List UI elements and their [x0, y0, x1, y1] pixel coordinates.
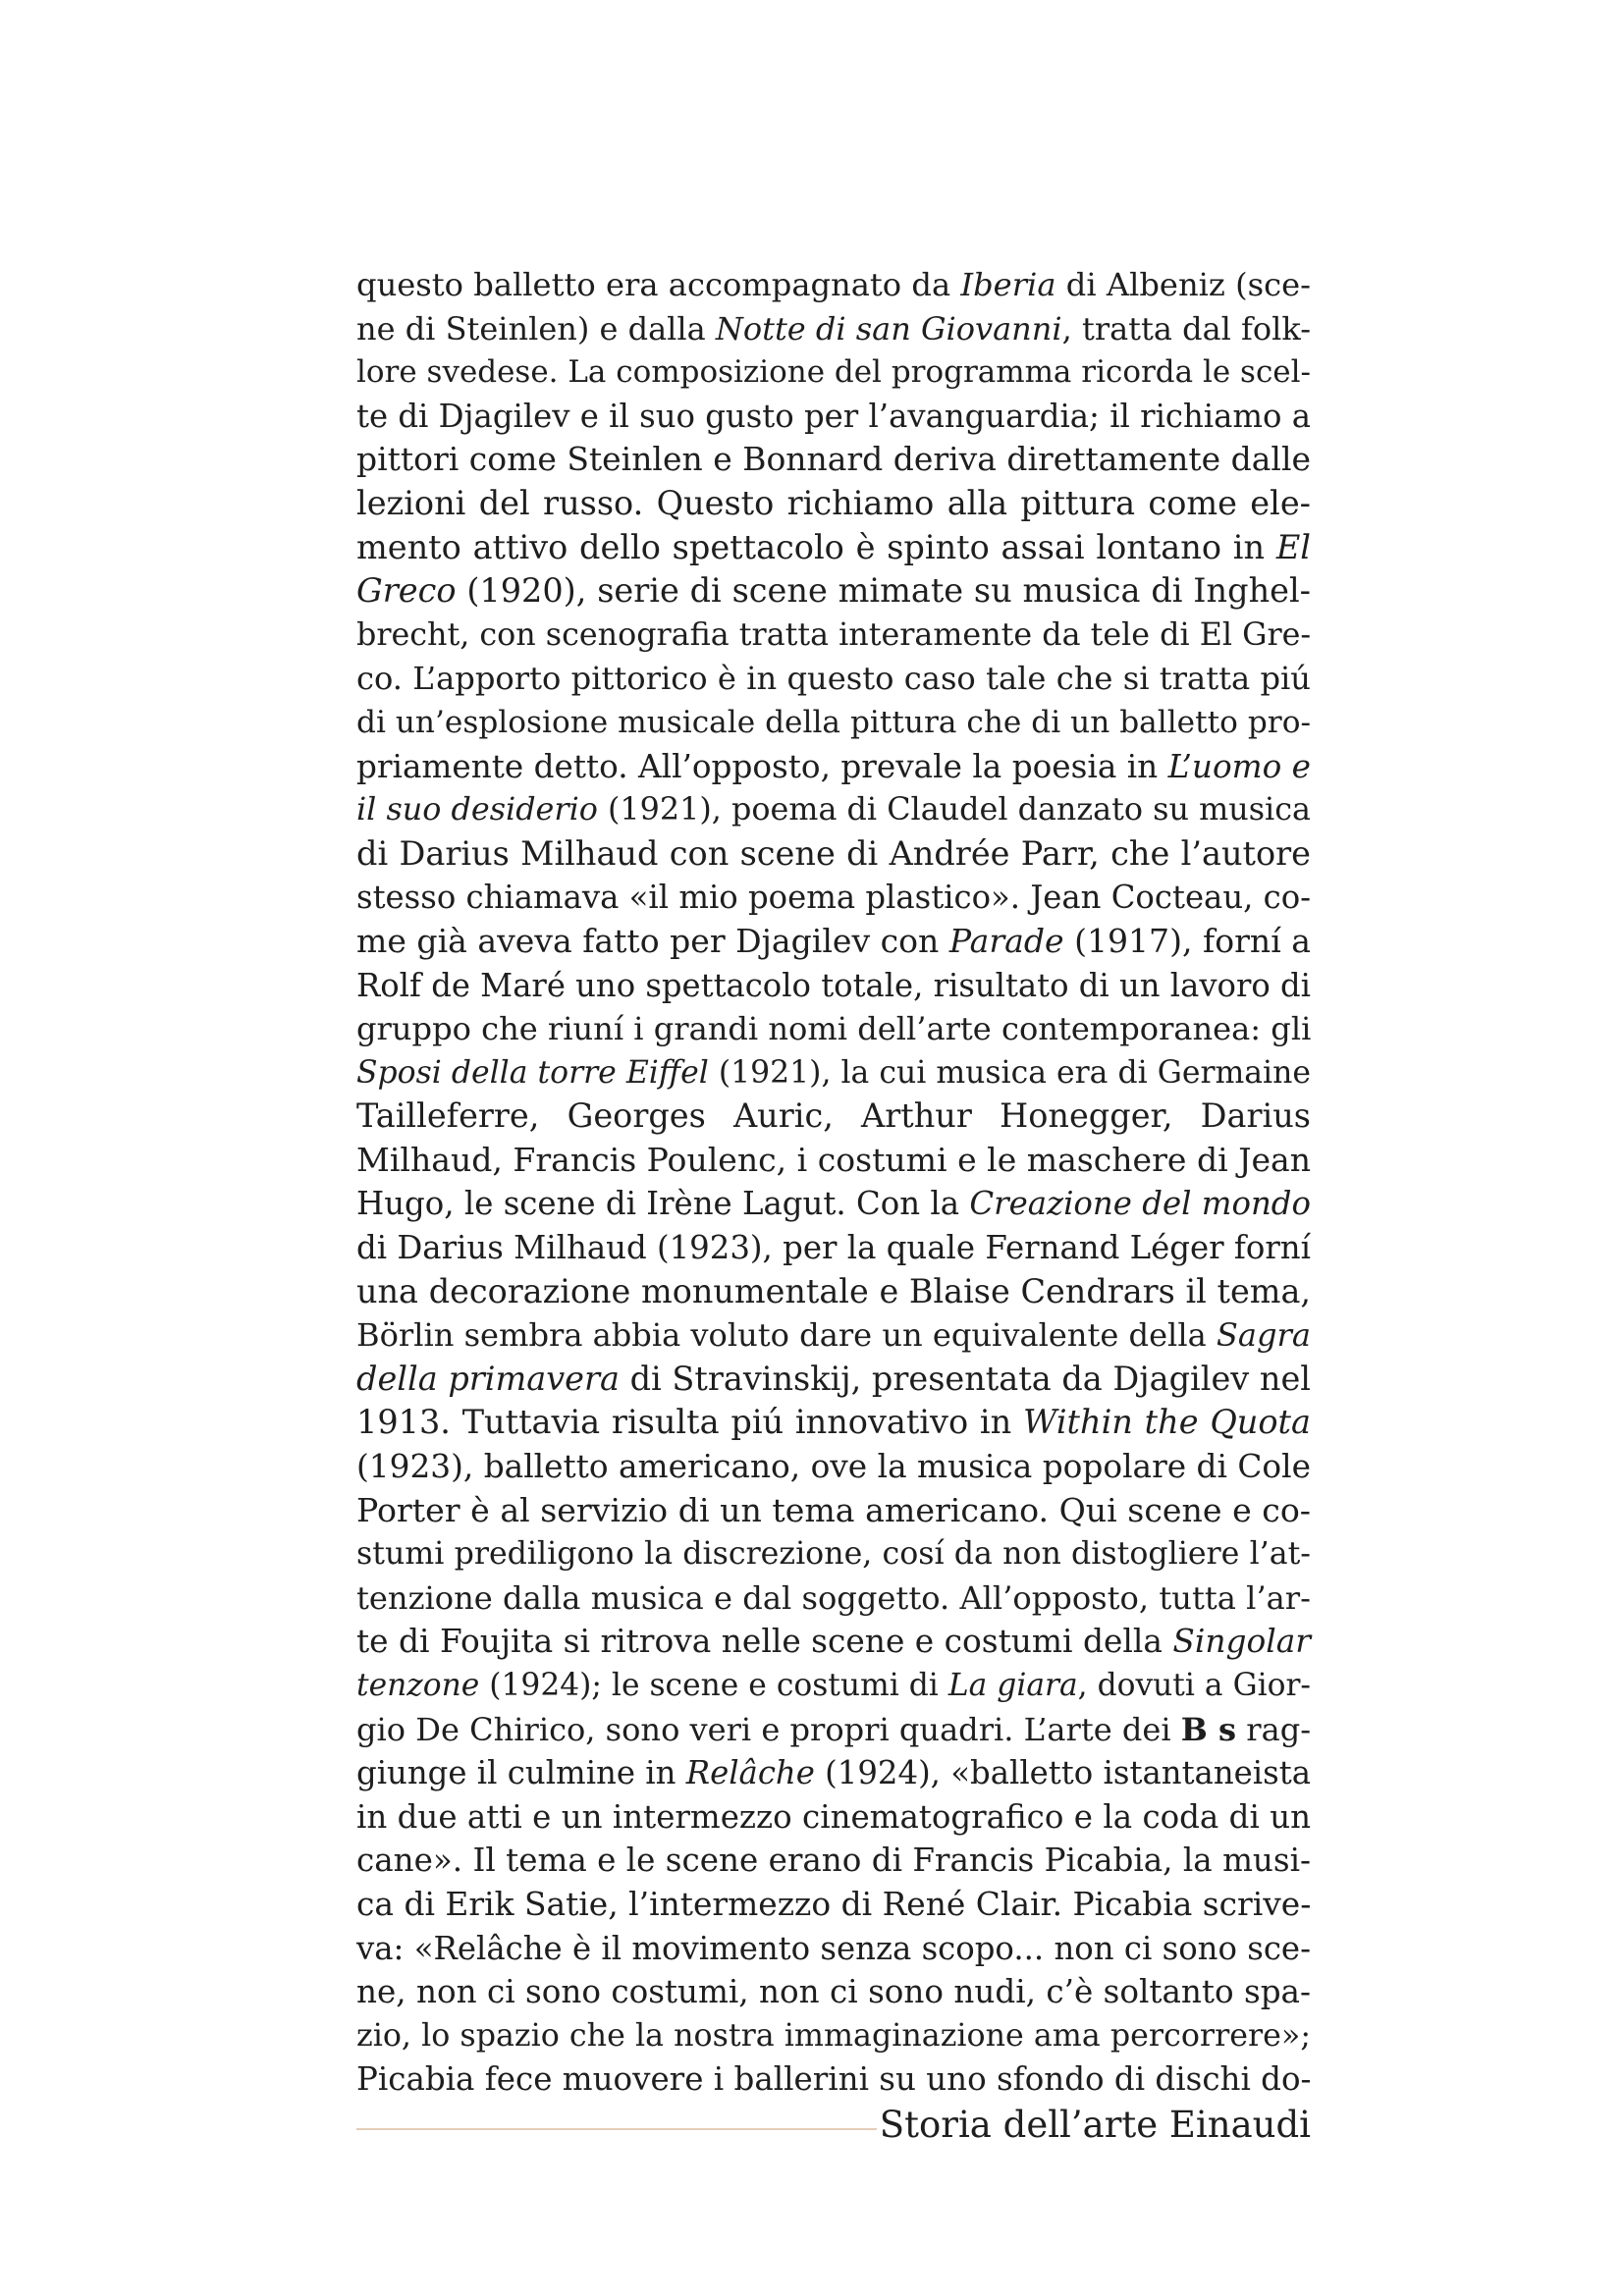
text-run: lezioni del russo. Questo richiamo alla pittura come ele-	[356, 483, 1311, 522]
text-line	[356, 395, 1311, 439]
text-line	[356, 1708, 1311, 1752]
text-run: cane». Il tema e le scene erano di Francis Picabia, la musi-	[356, 1842, 1311, 1880]
italic-title: Iberia	[960, 266, 1056, 303]
text-line	[356, 1051, 1311, 1095]
text-run: Picabia fece muovere i ballerini su uno sfondo di dischi do-	[356, 2060, 1312, 2099]
text-run: , dovuti a Gior-	[1077, 1668, 1311, 1703]
text-run: zio, lo spazio che la nostra immaginazione ama percorrere»;	[356, 2017, 1311, 2054]
text-run: lore svedese. La composizione del programma ricorda le scel-	[356, 354, 1311, 391]
text-line	[356, 1795, 1311, 1840]
text-line	[356, 1358, 1311, 1402]
text-line	[356, 701, 1311, 745]
text-run: di Darius Milhaud (1923), per la quale Fernand Léger forní	[356, 1229, 1311, 1267]
text-run: me già aveva fatto per Djagilev con	[356, 921, 949, 960]
text-line	[356, 482, 1311, 526]
text-line	[356, 263, 1311, 307]
text-line	[356, 1095, 1311, 1139]
italic-title: Relâche	[685, 1754, 815, 1792]
italic-title: Sposi della torre Eiffel	[356, 1054, 709, 1091]
text-run: gruppo che riuní i grandi nomi dell’arte contemporanea: gli	[356, 1010, 1312, 1048]
text-run: giunge il culmine in	[356, 1754, 686, 1792]
text-line	[356, 1839, 1311, 1883]
text-run: in due atti e un intermezzo cinematografico e la coda di un	[356, 1797, 1311, 1836]
text-run: una decorazione monumentale e Blaise Cendrars il tema,	[356, 1271, 1311, 1310]
italic-title: L’uomo e	[1167, 747, 1312, 785]
text-run: tenzione dalla musica e dal soggetto. All’opposto, tutta l’ar-	[356, 1578, 1311, 1617]
italic-title: Greco	[356, 571, 457, 611]
text-line	[356, 1751, 1311, 1795]
text-run: ca di Erik Satie, l’intermezzo di René Clair. Picabia scrive-	[356, 1884, 1312, 1923]
text-line	[356, 1270, 1311, 1314]
text-line	[356, 526, 1311, 570]
text-run: gio De Chirico, sono veri e propri quadri. L’arte dei	[356, 1710, 1181, 1748]
text-line	[356, 1883, 1311, 1927]
text-line	[356, 1576, 1311, 1621]
text-line	[356, 920, 1311, 964]
text-run: Porter è al servizio di un tema americano. Qui scene e co-	[356, 1490, 1311, 1529]
text-run: 1913. Tuttavia risulta piú innovativo in	[356, 1403, 1023, 1442]
text-line	[356, 657, 1311, 701]
text-line	[356, 964, 1311, 1008]
text-line	[356, 1927, 1311, 1971]
text-line	[356, 1445, 1311, 1489]
text-run: te di Foujita si ritrova nelle scene e costumi della	[356, 1623, 1173, 1661]
text-run: di Albeniz (sce-	[1055, 266, 1311, 303]
text-line	[356, 614, 1311, 658]
italic-title: della primavera	[356, 1359, 620, 1398]
text-run: Hugo, le scene di Irène Lagut. Con la	[356, 1185, 970, 1223]
text-run: di Darius Milhaud con scene di Andrée Parr, che l’autore	[356, 833, 1311, 873]
text-run: (1920), serie di scene mimate su musica di Inghel-	[456, 571, 1311, 611]
text-line	[356, 1313, 1311, 1358]
italic-title: tenzone	[356, 1668, 480, 1703]
text-line	[356, 350, 1311, 395]
italic-title: La giara	[947, 1668, 1078, 1703]
text-run: Börlin sembra abbia voluto dare un equivalente della	[356, 1316, 1217, 1355]
text-line	[356, 1182, 1311, 1226]
italic-title: il suo desiderio	[356, 791, 598, 828]
text-run: (1923), balletto americano, ove la musica popolare di Cole	[356, 1448, 1311, 1486]
text-run: co. L’apporto pittorico è in questo caso tale che si tratta piú	[356, 660, 1311, 698]
text-line	[356, 1620, 1311, 1664]
text-line	[356, 1139, 1311, 1183]
text-run: Rolf de Maré uno spettacolo totale, risultato di un lavoro di	[356, 966, 1311, 1004]
text-run: rag-	[1236, 1710, 1312, 1748]
text-line	[356, 1970, 1311, 2014]
text-run: (1921), poema di Claudel danzato su musica	[597, 791, 1311, 828]
text-run: va: «Relâche è il movimento senza scopo... non ci sono sce-	[356, 1929, 1311, 1967]
text-run: questo balletto era accompagnato da	[356, 266, 961, 303]
bold-text: B s	[1180, 1710, 1237, 1748]
text-run: priamente detto. All’opposto, prevale la poesia in	[356, 747, 1168, 785]
text-run: ne, non ci sono costumi, non ci sono nudi, c’è soltanto spa-	[356, 1973, 1311, 2011]
text-line	[356, 1532, 1311, 1576]
text-line	[356, 1401, 1311, 1445]
body-text	[356, 263, 1311, 2102]
text-run: pittori come Steinlen e Bonnard deriva direttamente dalle	[356, 440, 1311, 479]
text-line	[356, 307, 1311, 351]
text-run: (1921), la cui musica era di Germaine	[708, 1054, 1311, 1091]
text-run: stumi prediligono la discrezione, cosí da non distogliere l’at-	[356, 1536, 1311, 1573]
text-line	[356, 2057, 1311, 2102]
text-line	[356, 745, 1311, 789]
text-line	[356, 788, 1311, 832]
text-run: mento attivo dello spettacolo è spinto assai lontano in	[356, 527, 1276, 566]
text-run: brecht, con scenografia tratta interamente da tele di El Gre-	[356, 616, 1312, 653]
text-run: ne di Steinlen) e dalla	[356, 309, 716, 347]
text-run: stesso chiamava «il mio poema plastico». Jean Cocteau, co-	[356, 879, 1312, 917]
italic-title: Creazione del mondo	[969, 1185, 1311, 1223]
text-run: di un’esplosione musicale della pittura che di un balletto pro-	[356, 704, 1311, 740]
text-run: di Stravinskij, presentata da Djagilev nel	[619, 1359, 1311, 1398]
text-line	[356, 1489, 1311, 1533]
italic-title: Parade	[948, 921, 1064, 960]
text-run: te di Djagilev e il suo gusto per l’avanguardia; il richiamo a	[356, 397, 1311, 435]
text-run: , tratta dal folk-	[1061, 309, 1312, 347]
text-line	[356, 876, 1311, 920]
italic-title: Within the Quota	[1023, 1403, 1311, 1442]
footer-rule	[356, 2128, 877, 2130]
text-line	[356, 832, 1311, 877]
text-line	[356, 1664, 1311, 1708]
italic-title: El	[1275, 527, 1311, 566]
text-run: Tailleferre, Georges Auric, Arthur Honegger, Darius	[356, 1096, 1311, 1136]
italic-title: Sagra	[1216, 1316, 1311, 1355]
text-run: (1917), forní a	[1063, 921, 1312, 960]
text-line	[356, 1226, 1311, 1270]
text-line	[356, 2014, 1311, 2058]
text-run: (1924); le scene e costumi di	[479, 1668, 948, 1703]
footer-publisher: Storia dell’arte Einaudi	[879, 2104, 1311, 2146]
italic-title: Notte di san Giovanni	[715, 309, 1062, 347]
text-line	[356, 569, 1311, 614]
text-line	[356, 1007, 1311, 1051]
text-run: Milhaud, Francis Poulenc, i costumi e le maschere di Jean	[356, 1140, 1311, 1179]
text-line	[356, 438, 1311, 482]
italic-title: Singolar	[1172, 1623, 1311, 1661]
text-run: (1924), «balletto istantaneista	[814, 1754, 1311, 1792]
